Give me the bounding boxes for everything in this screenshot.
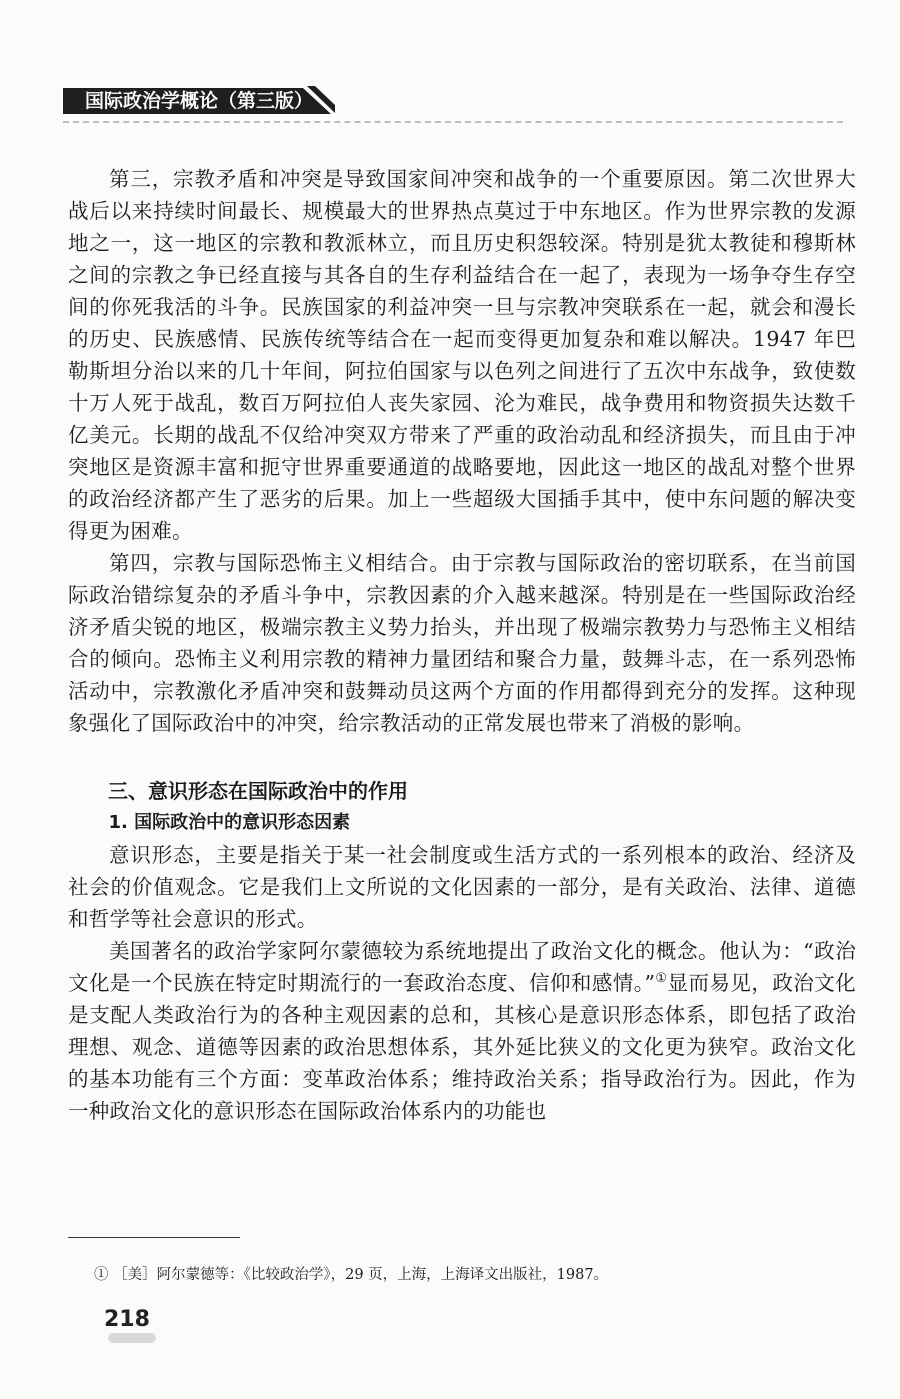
page-number-shadow (108, 1333, 156, 1343)
section-heading: 三、意识形态在国际政治中的作用 (108, 779, 408, 803)
paragraph-religion-terrorism: 第四，宗教与国际恐怖主义相结合。由于宗教与国际政治的密切联系，在当前国际政治错综复杂的矛盾斗争中，宗教因素的介入越来越深。特别是在一些国际政治经济矛盾尖锐的地区，极端宗教主义势力抬头，并出现了极端宗教势力与恐怖主义相结合的倾向。恐怖主义利用宗教的精神力量团结和聚合力量，鼓舞斗志，在一系列恐怖活动中，宗教激化矛盾冲突和鼓舞动员这两个方面的作用都得到充分的发挥。这种现象强化了国际政治中的冲突，给宗教活动的正常发展也带来了消极的影响。 (68, 551, 856, 735)
footnote-reference: ① (655, 971, 668, 987)
paragraph-religious-conflict: 第三，宗教矛盾和冲突是导致国家间冲突和战争的一个重要原因。第二次世界大战后以来持续时间最长、规模最大的世界热点莫过于中东地区。作为世界宗教的发源地之一，这一地区的宗教和教派林立，而且历史积怨较深。特别是犹太教徒和穆斯林之间的宗教之争已经直接与其各自的生存利益结合在一起了，表现为一场争夺生存空间的你死我活的斗争。民族国家的利益冲突一旦与宗教冲突联系在一起，就会和漫长的历史、民族感情、民族传统等结合在一起而变得更加复杂和难以解决。1947 年巴勒斯坦分治以来的几十年间，阿拉伯国家与以色列之间进行了五次中东战争，致使数十万人死于战乱，数百万阿拉伯人丧失家园、沦为难民，战争费用和物资损失达数千亿美元。长期的战乱不仅给冲突双方带来了严重的政治动乱和经济损失，而且由于冲突地区是资源丰富和扼守世界重要通道的战略要地，因此这一地区的战乱对整个世界的政治经济都产生了恶劣的后果。加上一些超级大国插手其中，使中东问题的解决变得更为困难。 (68, 167, 856, 543)
running-head-banner (63, 86, 335, 116)
header-divider (63, 121, 843, 123)
paragraph-political-culture-part2: 显而易见，政治文化是支配人类政治行为的各种主观因素的总和，其核心是意识形态体系，即包括了政治理想、观念、道德等因素的政治思想体系，其外延比狭义的文化更为狭窄。政治文化的基本功能有三个方面：变革政治体系；维持政治关系；指导政治行为。因此，作为一种政治文化的意识形态在国际政治体系内的功能也 (68, 971, 856, 1123)
sub-heading: 1. 国际政治中的意识形态因素 (108, 812, 351, 833)
paragraph-political-culture-part1: 美国著名的政治学家阿尔蒙德较为系统地提出了政治文化的概念。他认为：“政治文化是一个民族在特定时期流行的一套政治态度、信仰和感情。” (68, 939, 856, 995)
footnote: ① ［美］阿尔蒙德等：《比较政治学》，29 页，上海，上海译文出版社，1987。 (94, 1267, 609, 1283)
footnote-divider (68, 1237, 240, 1238)
running-head-title: 国际政治学概论（第三版） (85, 90, 314, 112)
page-number: 218 (104, 1307, 150, 1332)
main-text (68, 163, 856, 1127)
paragraph-ideology-definition: 意识形态，主要是指关于某一社会制度或生活方式的一系列根本的政治、经济及社会的价值观念。它是我们上文所说的文化因素的一部分，是有关政治、法律、道德和哲学等社会意识的形式。 (68, 843, 856, 931)
paragraph-political-culture (68, 935, 856, 1127)
